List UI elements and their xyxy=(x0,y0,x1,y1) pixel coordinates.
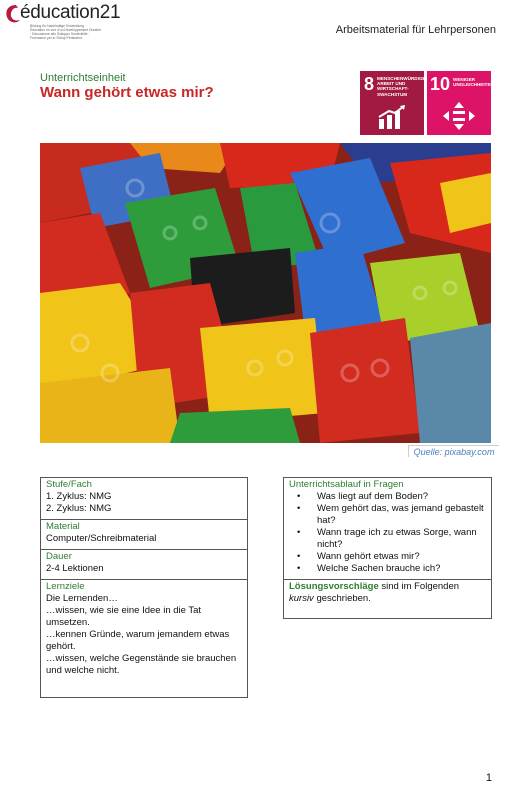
level-title: Stufe/Fach xyxy=(46,479,92,490)
sdg-10-tile xyxy=(427,71,494,135)
flow-section xyxy=(284,478,491,580)
bar-chart-growth-icon xyxy=(377,105,407,129)
sdg-10-text: WENIGER UNGLEICHHEITEN xyxy=(453,77,494,88)
question-item: • Wann trage ich zu etwas Sorge, wann nicht? xyxy=(313,527,486,551)
goals-intro: Die Lernenden… xyxy=(46,593,118,604)
solution-note-text-end: geschrieben. xyxy=(313,593,371,604)
duration-section xyxy=(41,550,247,580)
question-item: • Was liegt auf dem Boden? xyxy=(313,491,486,503)
solution-note-text: sind im Folgenden xyxy=(378,581,460,592)
question-item: • Wem gehört das, was jemand gebastelt hat? xyxy=(313,503,486,527)
question-list xyxy=(289,491,486,575)
goals-title: Lernziele xyxy=(46,581,85,592)
duration-title: Dauer xyxy=(46,551,72,562)
flow-title: Unterrichtsablauf in Fragen xyxy=(289,479,404,490)
question-item: • Welche Sachen brauche ich? xyxy=(313,563,486,575)
solution-note xyxy=(289,581,486,605)
material-section xyxy=(41,520,247,550)
unit-label: Unterrichtseinheit xyxy=(40,72,126,84)
logo-text: éducation21 xyxy=(20,2,121,23)
goals-section xyxy=(41,580,247,681)
material-value: Computer/Schreibmaterial xyxy=(46,533,157,544)
logo-subline: Bildung für Nachhaltige Entwicklung · Éducation en vue d'un Développement Durable · Educazione allo Sviluppo Sostenibile · Furmaziun per in Svilup Persistent xyxy=(30,24,101,40)
solution-note-section xyxy=(284,580,491,609)
lego-bricks-illustration xyxy=(40,143,491,443)
unit-title: Wann gehört etwas mir? xyxy=(40,84,214,101)
header-audience-label: Arbeitsmaterial für Lehrpersonen xyxy=(335,24,496,36)
question-item: • Wann gehört etwas mir? xyxy=(313,551,486,563)
sdg-8-text: MENSCHENWÜRDIGE ARBEIT UND WIRTSCHAFT-SWACHSTUM xyxy=(377,76,426,97)
equality-arrows-icon xyxy=(442,101,476,131)
photo-caption: Quelle: pixabay.com xyxy=(408,445,499,457)
material-title: Material xyxy=(46,521,80,532)
lesson-flow-box xyxy=(283,477,492,619)
sdg-8-number: 8 xyxy=(364,74,375,94)
goal-item: …wissen, wie sie eine Idee in die Tat umsetzen. xyxy=(46,605,202,628)
level-item: 2. Zyklus: NMG xyxy=(46,503,112,514)
sdg-10-number: 10 xyxy=(430,74,451,94)
logo-mark-icon xyxy=(2,2,22,26)
duration-value: 2-4 Lektionen xyxy=(46,563,104,574)
lego-bricks-photo xyxy=(40,143,491,443)
page-number: 1 xyxy=(485,772,492,784)
sdg-8-tile xyxy=(360,71,424,135)
solution-note-bold: Lösungsvorschläge xyxy=(289,581,379,592)
lesson-info-box xyxy=(40,477,248,698)
level-item: 1. Zyklus: NMG xyxy=(46,491,112,502)
solution-note-italic: kursiv xyxy=(289,593,314,604)
goal-item: …kennen Gründe, warum jemandem etwas gehört. xyxy=(46,629,230,652)
level-section xyxy=(41,478,247,520)
education21-logo xyxy=(2,2,121,44)
goal-item: …wissen, welche Gegenstände sie brauchen und welche nicht. xyxy=(46,653,237,676)
